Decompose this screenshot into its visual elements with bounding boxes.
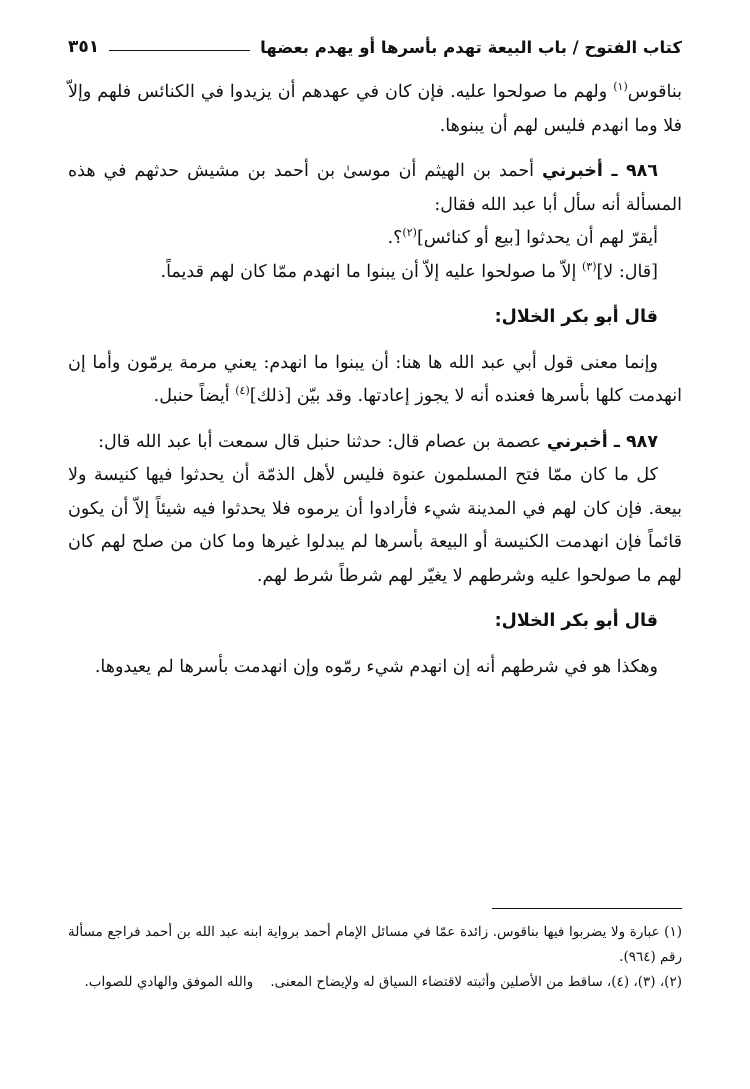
report-number-986: ٩٨٦ ـ: [602, 161, 658, 181]
footnote-1: (١) عبارة ولا يضربوا فيها بناقوس. زائدة عمّا في مسائل الإمام أحمد برواية ابنه عبد الله بن أحمد فراجع مسألة رقم (٩٦٤).: [68, 924, 682, 965]
akhbarani-986: أخبرني: [542, 161, 603, 181]
akhbarani-987: أخبرني: [546, 431, 608, 452]
paragraph-1: بناقوس$^{(١)}$ ولهم ما صولحوا عليه. فإن كان في عهدهم أن يزيدوا في الكنائس فلهم وإلاّ فلا وما انهدم فليس لهم أن يبنوها.: [68, 80, 682, 136]
footnote-ref-4: (٤): [235, 384, 250, 398]
heading-khallal-1: قال أبو بكر الخلال:: [494, 307, 658, 327]
question-line: أيقرّ لهم أن يحدثوا [بيع أو كنائس]$^{(٢)}$؟.: [387, 226, 658, 248]
footnote-ref-3: (٣): [581, 259, 597, 273]
footnote-ref-1: (١): [613, 80, 628, 94]
report-987: ٩٨٧ ـ أخبرني عصمة بن عصام قال: حدثنا حنبل قال سمعت أبا عبد الله قال:: [98, 431, 658, 452]
footnote-separator: [492, 908, 682, 909]
heading-khallal-2: قال أبو بكر الخلال:: [494, 611, 658, 631]
running-header: [68, 30, 682, 64]
main-text: [68, 76, 682, 684]
paragraph-2: وإنما معنى قول أبي عبد الله ها هنا: أن يبنوا ما انهدم: يعني مرمة يرمّون وأما إن انهدمت كلها بأسرها فعنده أنه لا يجوز إعادتها. وقد بيّن [ذلك]$^{(٤)}$ أيضاً حنبل.: [68, 352, 682, 406]
footnotes: [68, 920, 682, 995]
report-number-987: ٩٨٧ ـ: [607, 431, 658, 452]
page-number: ٣٥١: [68, 37, 100, 57]
header-rule: [109, 50, 250, 51]
paragraph-4: وهكذا هو في شرطهم أنه إن انهدم شيء رمّوه وإن انهدمت بأسرها لم يعيدوها.: [94, 656, 658, 677]
footnote-2: (٢)، (٣)، (٤)، ساقط من الأصلين وأثبته لاقتضاء السياق له ولإيضاح المعنى. والله الموفق والهادي للصواب.: [84, 974, 682, 990]
paragraph-3: كل ما كان ممّا فتح المسلمون عنوة فليس لأهل الذمّة أن يحدثوا فيها كنيسة ولا بيعة. فإن كان لهم في المدينة شيء فأرادوا أن يرموه فلا يحدثوا فيه شيئاً إلاّ أن يكون قائماً فإن انهدمت الكنيسة أو البيعة بأسرها لم يبدلوا غيرها وما كان من صلح لهم كان لهم ما صولحوا عليه وشرطهم لا يغيّر لهم شرطاً شرط لهم.: [68, 465, 682, 586]
footnote-ref-2: (٢): [402, 226, 417, 240]
answer-line: [قال: لا]$^{(٣)}$ إلاّ ما صولحوا عليه إلاّ أن يبنوا ما انهدم ممّا كان لهم قديماً.: [160, 259, 658, 282]
report-986: ٩٨٦ ـ أخبرني أحمد بن الهيثم أن موسىٰ بن أحمد بن مشيش حدثهم في هذه المسألة أنه سأل أبا عبد الله فقال:: [68, 161, 682, 215]
closing-phrase: والله الموفق والهادي للصواب.: [84, 974, 254, 990]
header-title: كتاب الفتوح / باب البيعة تهدم بأسرها أو يهدم بعضها: [260, 37, 682, 57]
